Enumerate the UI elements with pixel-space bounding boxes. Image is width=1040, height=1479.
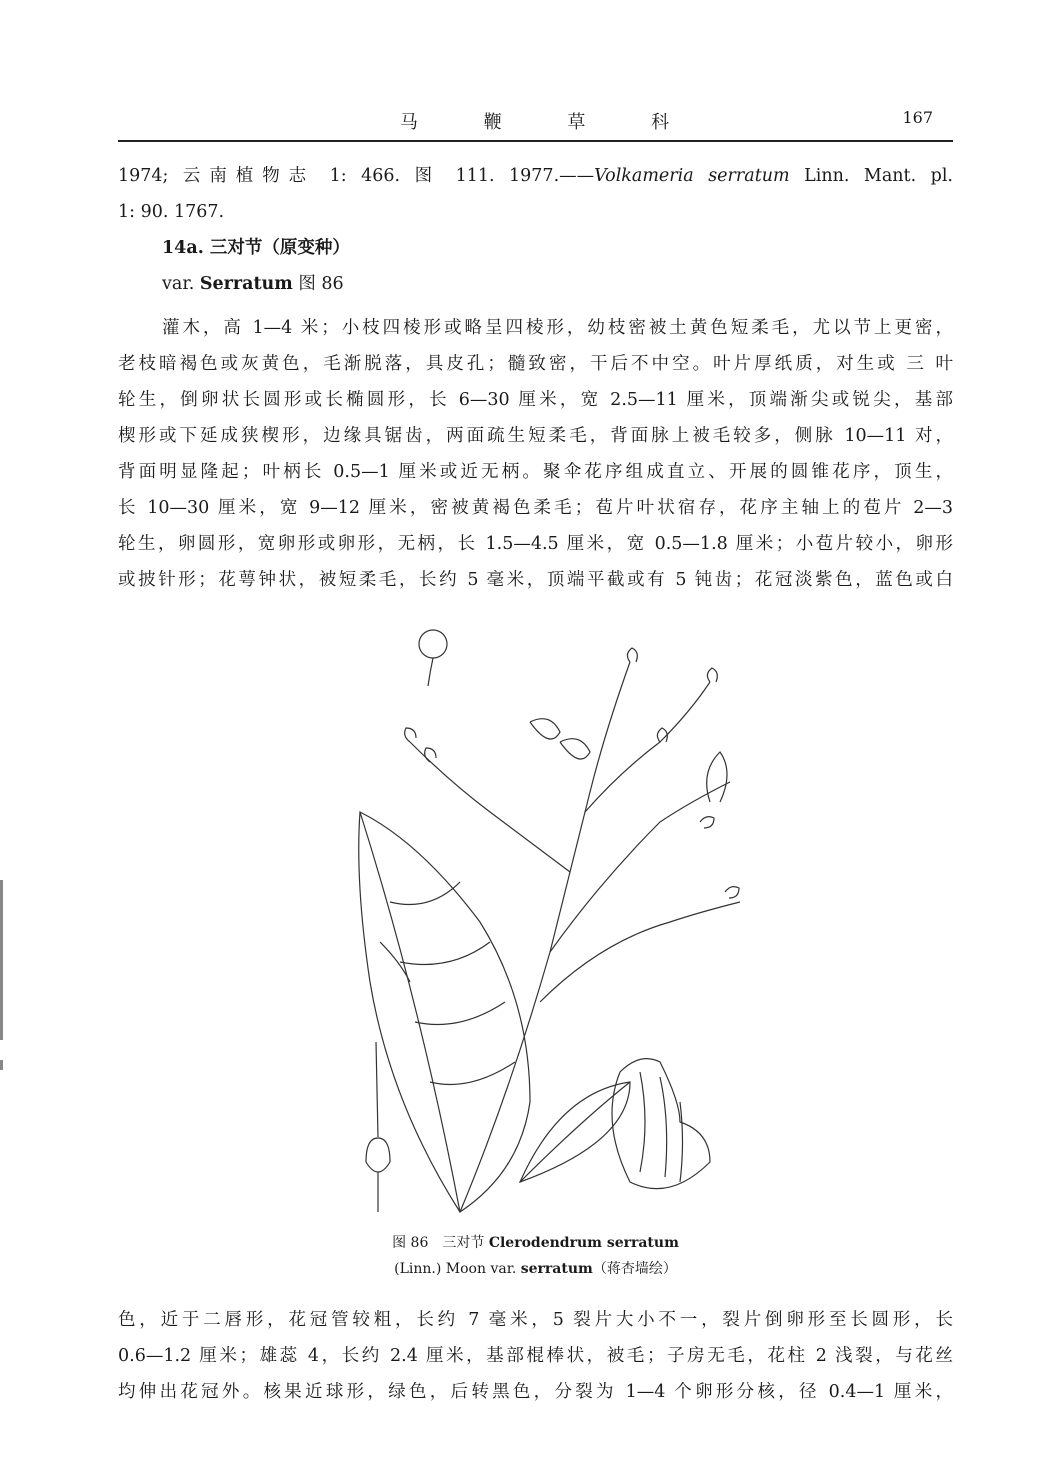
running-title xyxy=(118,108,953,134)
description-line: 楔形或下延成狭楔形，边缘具锯齿，两面疏生短柔毛，背面脉上被毛较多，侧脉 10—11 对， xyxy=(118,426,953,446)
continuation-paragraph xyxy=(118,1302,953,1410)
citation-line: 1974; 云南植物志 1: 466. 图 111. 1977.——Volkameria serratum Linn. Mant. pl. xyxy=(118,166,953,186)
running-title-char: 鞭 xyxy=(483,112,504,133)
large-leaf xyxy=(359,812,530,1212)
page-header xyxy=(118,104,953,142)
figure-caption xyxy=(118,1232,953,1278)
description-line: 轮生，倒卵状长圆形或长椭圆形，长 6—30 厘米，宽 2.5—11 厘米，顶端渐尖或锐尖，基部 xyxy=(118,390,953,410)
citation-block xyxy=(118,158,953,302)
description-line: 长 10—30 厘米，宽 9—12 厘米，密被黄褐色柔毛；苞片叶状宿存，花序主轴上的苞片 2—3 xyxy=(118,498,953,518)
calyx-detail xyxy=(612,1059,710,1189)
running-title-char: 马 xyxy=(399,112,420,133)
flower-spikes xyxy=(405,648,739,898)
caption-line: 图 86 三对节 Clerodendrum serratum xyxy=(392,1235,679,1251)
flower-detail xyxy=(366,1042,390,1212)
fruit-drawing xyxy=(419,630,447,686)
description-line: 轮生，卵圆形，宽卵形或卵形，无柄，长 1.5—4.5 厘米，宽 0.5—1.8 厘米；小苞片较小，卵形 xyxy=(118,534,953,554)
description-line: 或披针形；花萼钟状，被短柔毛，长约 5 毫米，顶端平截或有 5 钝齿；花冠淡紫色，蓝色或白 xyxy=(118,570,953,590)
variety-name-line: var. Serratum 图 86 xyxy=(162,274,344,294)
caption-line: (Linn.) Moon var. serratum（蒋杏墙绘） xyxy=(394,1261,677,1277)
page-number: 167 xyxy=(902,108,933,127)
running-title-char: 科 xyxy=(651,112,672,133)
description-line: 老枝暗褐色或灰黄色，毛渐脱落，具皮孔；髓致密，干后不中空。叶片厚纸质，对生或 三 叶 xyxy=(118,354,953,374)
continuation-line: 均伸出花冠外。核果近球形，绿色，后转黑色，分裂为 1—4 个卵形分核，径 0.4—1 厘米， xyxy=(118,1382,953,1402)
running-title-char: 草 xyxy=(567,112,588,133)
citation-line: 1: 90. 1767. xyxy=(118,202,225,222)
description-line: 灌木，高 1—4 米；小枝四棱形或略呈四棱形，幼枝密被土黄色短柔毛，尤以节上更密， xyxy=(162,318,953,338)
botanical-illustration xyxy=(330,622,750,1222)
continuation-line: 色，近于二唇形，花冠管较粗，长约 7 毫米，5 裂片大小不一，裂片倒卵形至长圆形，长 xyxy=(118,1310,953,1330)
scan-edge-marks xyxy=(0,880,6,1080)
continuation-line: 0.6—1.2 厘米；雄蕊 4，长约 2.4 厘米，基部棍棒状，被毛；子房无毛，花柱 2 浅裂，与花丝 xyxy=(118,1346,953,1366)
description-line: 背面明显隆起；叶柄长 0.5—1 厘米或近无柄。聚伞花序组成直立、开展的圆锥花序，顶生， xyxy=(118,462,953,482)
variety-heading: 14a. 三对节（原变种） xyxy=(162,238,350,258)
description-paragraph xyxy=(118,310,953,598)
